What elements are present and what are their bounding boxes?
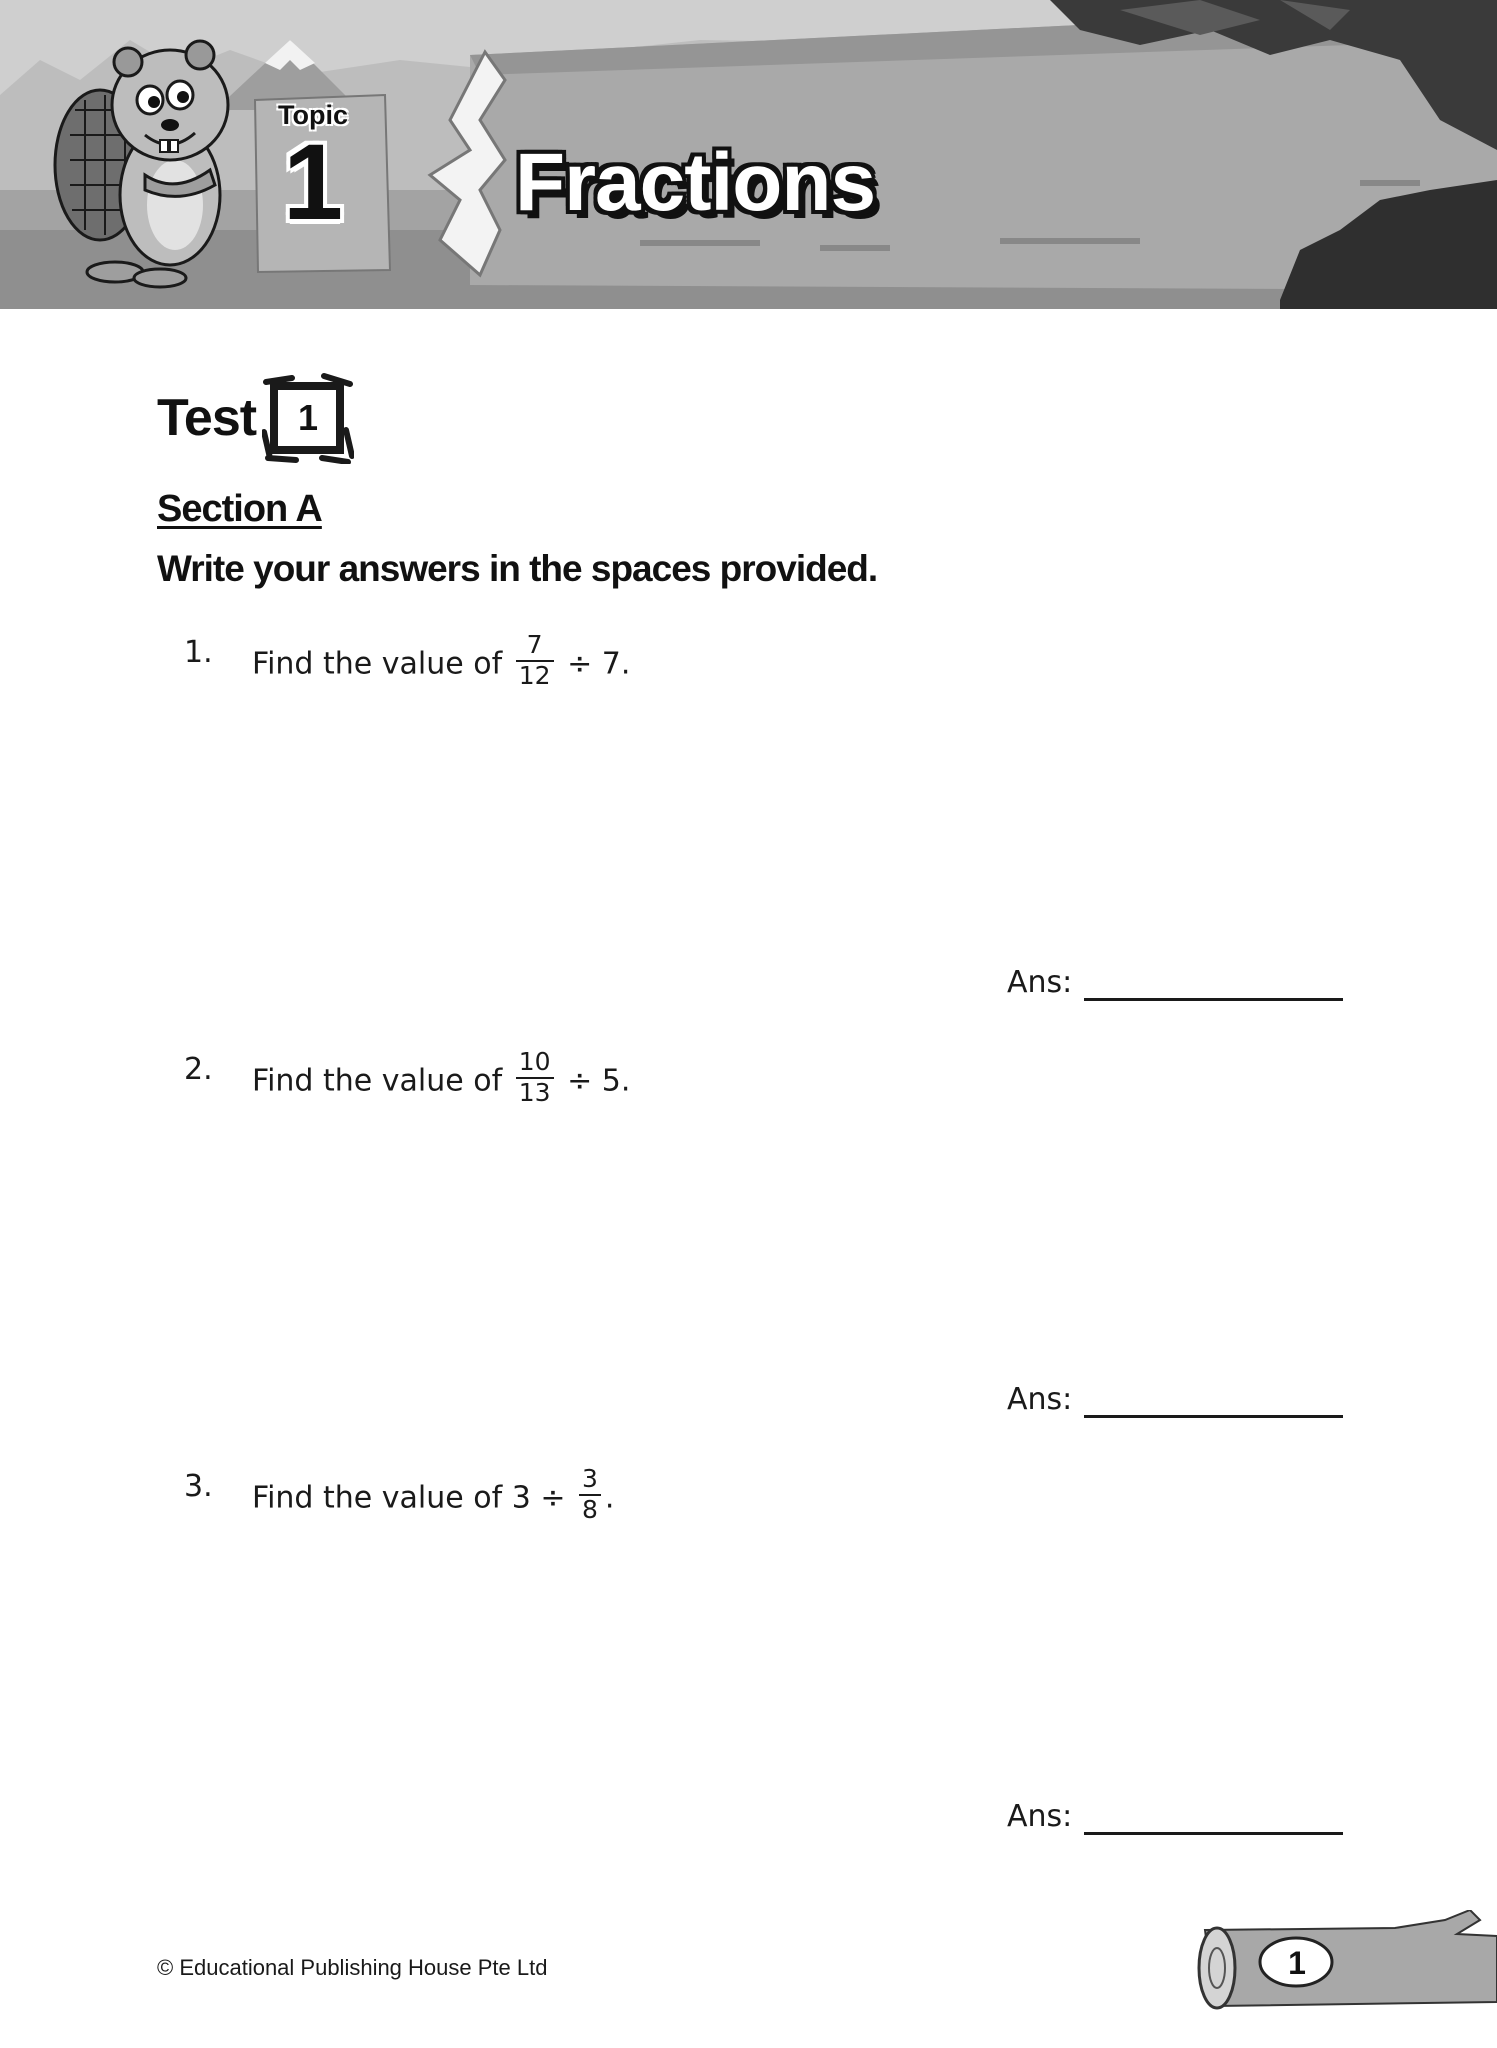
fraction-denominator: 13	[518, 1077, 551, 1107]
topic-banner	[0, 0, 1497, 309]
test-title: Test	[157, 389, 257, 447]
answer-2	[1007, 1382, 1072, 1417]
question-prefix: Find the value of 3 ÷	[252, 1480, 566, 1516]
topic-label: Topic	[278, 100, 348, 130]
answer-label: Ans:	[1007, 1382, 1073, 1417]
answer-1	[1007, 965, 1072, 1000]
page-number: 1	[1288, 1945, 1306, 1981]
answer-label: Ans:	[1007, 965, 1073, 1000]
fraction-numerator: 3	[579, 1465, 601, 1496]
fraction	[579, 1465, 601, 1525]
question-suffix: ÷ 7.	[567, 646, 631, 682]
fraction	[516, 631, 554, 691]
answer-label: Ans:	[1007, 1799, 1073, 1834]
fraction-numerator: 10	[516, 1048, 554, 1079]
answer-line[interactable]	[1084, 1415, 1343, 1418]
question-suffix: .	[604, 1480, 615, 1516]
section-title: Section A	[157, 488, 322, 530]
copyright-notice: © Educational Publishing House Pte Ltd	[157, 1955, 548, 1980]
answer-3	[1007, 1799, 1072, 1834]
answer-line[interactable]	[1084, 998, 1343, 1001]
chapter-title: Fractions	[515, 137, 876, 228]
topic-number: 1	[282, 121, 344, 242]
question-number: 1.	[184, 635, 213, 670]
question-suffix: ÷ 5.	[567, 1063, 631, 1099]
fraction-denominator: 8	[582, 1494, 598, 1524]
question-text	[252, 1047, 631, 1112]
question-number: 3.	[184, 1469, 213, 1504]
fraction	[516, 1048, 554, 1108]
question-text	[252, 1464, 615, 1529]
question-prefix: Find the value of	[252, 646, 503, 682]
fraction-denominator: 12	[518, 660, 551, 690]
question-prefix: Find the value of	[252, 1063, 503, 1099]
test-number: 1	[297, 397, 319, 438]
question-number: 2.	[184, 1052, 213, 1087]
instructions: Write your answers in the spaces provided.	[157, 548, 878, 589]
answer-line[interactable]	[1084, 1832, 1343, 1835]
question-text	[252, 630, 631, 695]
log-page-marker	[1195, 1910, 1497, 2010]
fraction-numerator: 7	[516, 631, 554, 662]
